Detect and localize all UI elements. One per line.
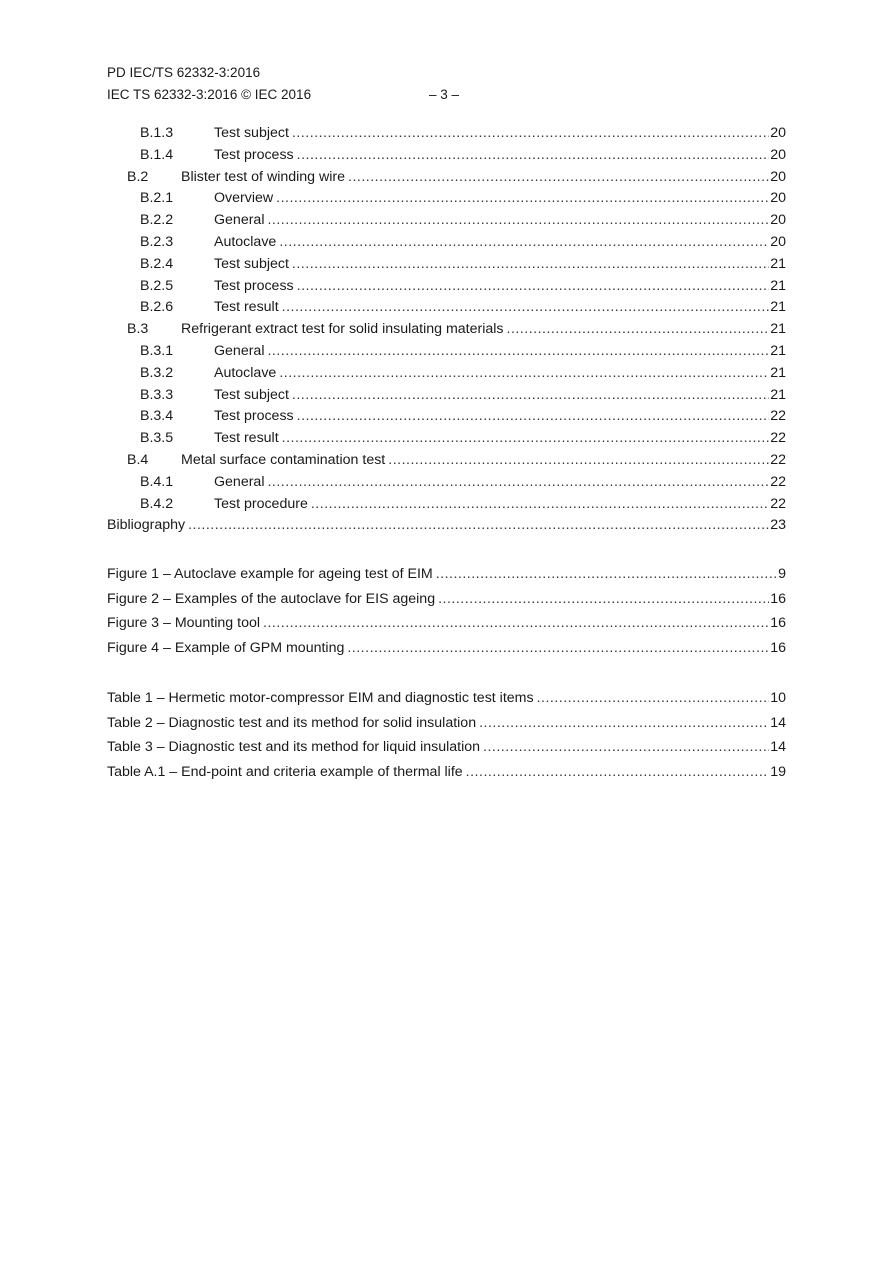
toc-number: B.4.2	[140, 495, 174, 512]
dot-leader	[279, 234, 769, 250]
toc-number: B.3.5	[140, 430, 174, 447]
toc-number: B.4	[127, 451, 149, 468]
toc-number: B.1.3	[140, 125, 174, 141]
dot-leader	[466, 764, 770, 780]
toc-title: Test process	[214, 277, 294, 294]
toc-number: B.2	[127, 168, 149, 185]
dot-leader	[263, 615, 769, 631]
toc-title: Test subject	[214, 386, 289, 403]
toc-number: B.3.4	[140, 408, 174, 425]
toc-page: 21	[770, 277, 786, 294]
toc-entry-b-3-2[interactable]	[107, 365, 786, 387]
toc-title: Test result	[214, 430, 279, 447]
toc-title: Test subject	[214, 255, 289, 272]
list-of-tables	[107, 690, 786, 789]
toc-entry-b-2-1[interactable]	[107, 190, 786, 212]
table-entry[interactable]	[107, 764, 786, 789]
figure-page: 9	[778, 566, 786, 582]
toc-entry-b-1-3[interactable]	[107, 125, 786, 147]
toc-page: 20	[770, 190, 786, 207]
dot-leader	[483, 739, 769, 755]
toc-entry-b-2-4[interactable]	[107, 256, 786, 278]
toc-page: 21	[770, 386, 786, 403]
dot-leader	[348, 169, 769, 185]
toc-title: Autoclave	[214, 364, 277, 381]
toc-page: 22	[770, 451, 786, 468]
toc-entry-b-4-2[interactable]	[107, 496, 786, 518]
table-entry[interactable]	[107, 715, 786, 740]
dot-leader	[282, 430, 770, 446]
page-header	[107, 62, 459, 106]
figure-entry[interactable]	[107, 640, 786, 665]
toc-page: 20	[770, 212, 786, 229]
figure-title: Figure 1 – Autoclave example for ageing test of EIM	[107, 566, 433, 582]
table-title: Table 1 – Hermetic motor-compressor EIM and diagnostic test items	[107, 690, 534, 706]
toc-entry-b-2-3[interactable]	[107, 234, 786, 256]
toc-page: 21	[770, 299, 786, 316]
toc-number: B.3	[127, 321, 149, 338]
dot-leader	[267, 474, 769, 490]
toc-title: Bibliography	[107, 517, 186, 534]
table-entry[interactable]	[107, 690, 786, 715]
toc-page: 21	[770, 255, 786, 272]
toc-entry-b-2[interactable]	[107, 169, 786, 191]
dot-leader	[276, 190, 769, 206]
toc-entry-b-2-2[interactable]	[107, 212, 786, 234]
dot-leader	[438, 591, 769, 607]
toc-title: Overview	[214, 190, 274, 207]
toc-page: 23	[770, 517, 786, 534]
table-title: Table 3 – Diagnostic test and its method for liquid insulation	[107, 739, 481, 756]
dot-leader	[388, 452, 769, 468]
toc-entry-b-2-6[interactable]	[107, 299, 786, 321]
toc-page: 20	[770, 125, 786, 141]
figure-title: Figure 3 – Mounting tool	[107, 615, 261, 632]
toc-page: 22	[770, 495, 786, 512]
toc-title: Test process	[214, 146, 294, 163]
toc-page: 22	[770, 430, 786, 447]
toc-title: Blister test of winding wire	[181, 168, 346, 185]
document-id: PD IEC/TS 62332-3:2016	[107, 65, 261, 80]
toc-entry-b-3[interactable]	[107, 321, 786, 343]
toc-entry-b-1-4[interactable]	[107, 147, 786, 169]
figure-entry[interactable]	[107, 591, 786, 616]
toc-title: Metal surface contamination test	[181, 451, 386, 468]
toc-entry-b-3-3[interactable]	[107, 387, 786, 409]
dot-leader	[311, 496, 769, 512]
table-page: 14	[770, 714, 786, 731]
toc-title: General	[214, 212, 265, 229]
toc-number: B.2.3	[140, 233, 174, 250]
figure-title: Figure 2 – Examples of the autoclave for EIS ageing	[107, 590, 436, 607]
toc-title: Test subject	[214, 125, 289, 141]
table-title: Table 2 – Diagnostic test and its method for solid insulation	[107, 714, 477, 731]
dot-leader	[292, 256, 769, 272]
dot-leader	[267, 343, 769, 359]
figure-entry[interactable]	[107, 615, 786, 640]
toc-number: B.2.4	[140, 255, 174, 272]
toc-title: General	[214, 342, 265, 359]
figure-page: 16	[770, 615, 786, 632]
toc-title: Autoclave	[214, 233, 277, 250]
figure-page: 16	[770, 640, 786, 657]
toc-page: 22	[770, 408, 786, 425]
toc-page: 20	[770, 233, 786, 250]
copyright-notice: IEC TS 62332-3:2016 © IEC 2016	[107, 87, 312, 102]
table-page: 14	[770, 739, 786, 756]
page-number: – 3 –	[429, 87, 460, 102]
toc-entry-b-3-4[interactable]	[107, 408, 786, 430]
toc-number: B.2.2	[140, 212, 174, 229]
toc-entry-b-2-5[interactable]	[107, 278, 786, 300]
toc-number: B.3.3	[140, 386, 174, 403]
toc-title: Test result	[214, 299, 279, 316]
dot-leader	[297, 147, 770, 163]
dot-leader	[267, 212, 769, 228]
table-title: Table A.1 – End-point and criteria example of thermal life	[107, 764, 463, 781]
dot-leader	[292, 387, 769, 403]
dot-leader	[279, 365, 769, 381]
toc-title: Test procedure	[214, 495, 308, 512]
dot-leader	[297, 408, 770, 424]
dot-leader	[297, 278, 770, 294]
dot-leader	[479, 715, 769, 731]
toc-number: B.3.2	[140, 364, 174, 381]
table-page: 19	[770, 764, 786, 781]
toc-entry-bibliography[interactable]	[107, 517, 786, 539]
toc-entry-b-3-1[interactable]	[107, 343, 786, 365]
table-of-contents	[107, 125, 786, 539]
toc-page: 22	[770, 473, 786, 490]
table-entry[interactable]	[107, 739, 786, 764]
header-line-2	[107, 84, 459, 106]
toc-page: 20	[770, 168, 786, 185]
toc-number: B.2.5	[140, 277, 174, 294]
toc-number: B.4.1	[140, 473, 174, 490]
figure-title: Figure 4 – Example of GPM mounting	[107, 640, 345, 657]
figure-entry[interactable]	[107, 566, 786, 591]
toc-number: B.2.1	[140, 190, 174, 207]
dot-leader	[188, 517, 769, 533]
toc-entry-b-3-5[interactable]	[107, 430, 786, 452]
table-page: 10	[770, 690, 786, 706]
toc-entry-b-4-1[interactable]	[107, 474, 786, 496]
dot-leader	[436, 566, 777, 582]
toc-number: B.3.1	[140, 342, 174, 359]
toc-title: Refrigerant extract test for solid insulating materials	[181, 321, 504, 338]
toc-page: 21	[770, 342, 786, 359]
toc-page: 20	[770, 146, 786, 163]
dot-leader	[282, 299, 770, 315]
dot-leader	[507, 321, 770, 337]
toc-entry-b-4[interactable]	[107, 452, 786, 474]
figure-page: 16	[770, 590, 786, 607]
dot-leader	[292, 125, 769, 141]
toc-title: General	[214, 473, 265, 490]
list-of-figures	[107, 566, 786, 665]
toc-number: B.2.6	[140, 299, 174, 316]
dot-leader	[347, 640, 769, 656]
toc-page: 21	[770, 364, 786, 381]
toc-number: B.1.4	[140, 146, 174, 163]
toc-title: Test process	[214, 408, 294, 425]
toc-page: 21	[770, 321, 786, 338]
dot-leader	[537, 690, 770, 706]
